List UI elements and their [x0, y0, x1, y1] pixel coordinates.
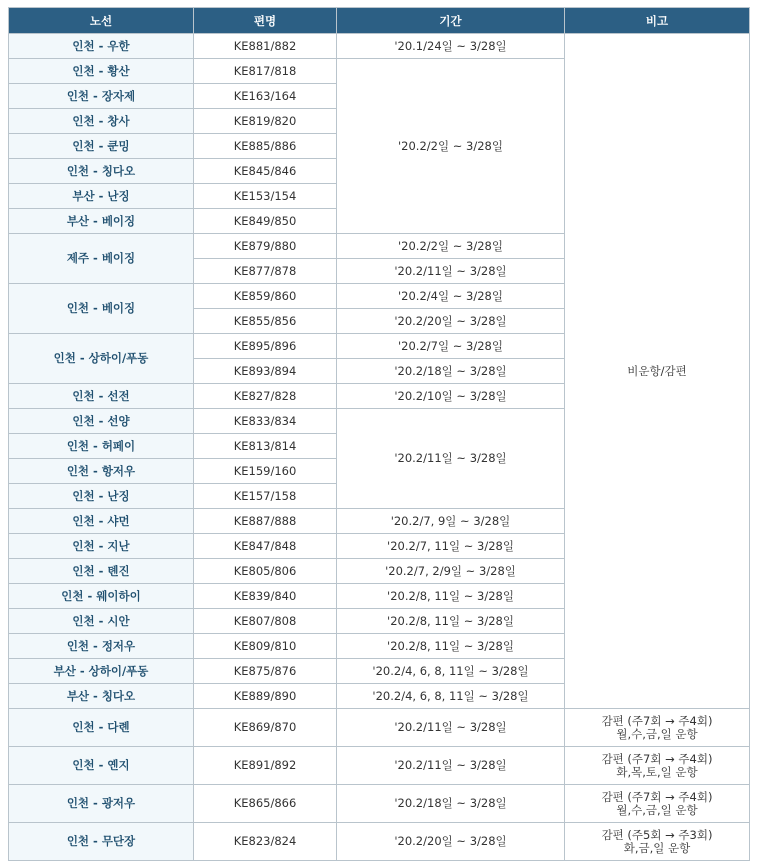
route-cell: 인천 - 쿤밍 — [9, 134, 194, 159]
period-cell: '20.2/4일 ~ 3/28일 — [337, 284, 565, 309]
period-cell: '20.2/4, 6, 8, 11일 ~ 3/28일 — [337, 684, 565, 709]
flight-cell: KE819/820 — [194, 109, 337, 134]
route-cell: 인천 - 장자제 — [9, 84, 194, 109]
header-period: 기간 — [337, 8, 565, 34]
table-row — [9, 747, 750, 785]
route-cell: 인천 - 정저우 — [9, 634, 194, 659]
flight-cell: KE865/866 — [194, 785, 337, 823]
remark-line: 화,목,토,일 운항 — [616, 764, 698, 779]
route-cell: 제주 - 베이징 — [9, 234, 194, 284]
flight-cell: KE813/814 — [194, 434, 337, 459]
period-cell: '20.2/7, 11일 ~ 3/28일 — [337, 534, 565, 559]
flight-cell: KE827/828 — [194, 384, 337, 409]
remark-cell — [565, 747, 750, 785]
flight-cell: KE889/890 — [194, 684, 337, 709]
remark-line: 월,수,금,일 운항 — [616, 726, 698, 741]
route-cell: 인천 - 허페이 — [9, 434, 194, 459]
route-cell: 인천 - 칭다오 — [9, 159, 194, 184]
flight-cell: KE885/886 — [194, 134, 337, 159]
period-cell: '20.2/8, 11일 ~ 3/28일 — [337, 634, 565, 659]
route-cell: 부산 - 칭다오 — [9, 684, 194, 709]
route-cell: 인천 - 시안 — [9, 609, 194, 634]
flight-cell: KE845/846 — [194, 159, 337, 184]
flight-cell: KE839/840 — [194, 584, 337, 609]
period-cell-merged: '20.2/2일 ~ 3/28일 — [337, 59, 565, 234]
period-cell: '20.2/20일 ~ 3/28일 — [337, 823, 565, 861]
header-row — [9, 8, 750, 34]
flight-cell: KE833/834 — [194, 409, 337, 434]
route-cell: 인천 - 베이징 — [9, 284, 194, 334]
remark-cell-suspended: 비운항/감편 — [565, 34, 750, 709]
route-cell: 인천 - 다롄 — [9, 709, 194, 747]
period-cell: '20.2/7, 9일 ~ 3/28일 — [337, 509, 565, 534]
table-row — [9, 709, 750, 747]
flight-cell: KE887/888 — [194, 509, 337, 534]
remark-line: 감편 (주7회 → 주4회) — [601, 751, 713, 766]
table-row — [9, 823, 750, 861]
period-cell: '20.2/20일 ~ 3/28일 — [337, 309, 565, 334]
route-cell: 부산 - 난징 — [9, 184, 194, 209]
period-cell: '20.2/18일 ~ 3/28일 — [337, 359, 565, 384]
flight-cell: KE809/810 — [194, 634, 337, 659]
flight-schedule-table — [8, 7, 750, 861]
route-cell: 인천 - 샤먼 — [9, 509, 194, 534]
route-cell: 인천 - 난징 — [9, 484, 194, 509]
flight-cell: KE847/848 — [194, 534, 337, 559]
table-row — [9, 785, 750, 823]
flight-cell: KE855/856 — [194, 309, 337, 334]
flight-cell: KE807/808 — [194, 609, 337, 634]
flight-cell: KE881/882 — [194, 34, 337, 59]
header-flight: 편명 — [194, 8, 337, 34]
remark-line: 감편 (주7회 → 주4회) — [601, 713, 713, 728]
period-cell: '20.2/7일 ~ 3/28일 — [337, 334, 565, 359]
period-cell: '20.2/11일 ~ 3/28일 — [337, 747, 565, 785]
route-cell: 인천 - 옌지 — [9, 747, 194, 785]
route-cell: 인천 - 지난 — [9, 534, 194, 559]
route-cell: 인천 - 항저우 — [9, 459, 194, 484]
remark-cell — [565, 785, 750, 823]
table-row — [9, 34, 750, 59]
route-cell: 인천 - 무단장 — [9, 823, 194, 861]
route-cell: 인천 - 광저우 — [9, 785, 194, 823]
period-cell: '20.2/10일 ~ 3/28일 — [337, 384, 565, 409]
flight-cell: KE895/896 — [194, 334, 337, 359]
flight-cell: KE859/860 — [194, 284, 337, 309]
remark-line: 감편 (주5회 → 주3회) — [601, 827, 713, 842]
period-cell: '20.2/8, 11일 ~ 3/28일 — [337, 609, 565, 634]
period-cell: '20.2/11일 ~ 3/28일 — [337, 709, 565, 747]
route-cell: 인천 - 선양 — [9, 409, 194, 434]
flight-cell: KE159/160 — [194, 459, 337, 484]
flight-cell: KE891/892 — [194, 747, 337, 785]
flight-cell: KE805/806 — [194, 559, 337, 584]
flight-cell: KE817/818 — [194, 59, 337, 84]
period-cell-merged: '20.2/11일 ~ 3/28일 — [337, 409, 565, 509]
remark-cell — [565, 823, 750, 861]
flight-cell: KE893/894 — [194, 359, 337, 384]
flight-cell: KE875/876 — [194, 659, 337, 684]
flight-cell: KE869/870 — [194, 709, 337, 747]
flight-cell: KE823/824 — [194, 823, 337, 861]
route-cell: 인천 - 황산 — [9, 59, 194, 84]
route-cell: 인천 - 웨이하이 — [9, 584, 194, 609]
period-cell: '20.1/24일 ~ 3/28일 — [337, 34, 565, 59]
period-cell: '20.2/11일 ~ 3/28일 — [337, 259, 565, 284]
route-cell: 인천 - 상하이/푸동 — [9, 334, 194, 384]
remark-cell — [565, 709, 750, 747]
flight-cell: KE877/878 — [194, 259, 337, 284]
remark-line: 감편 (주7회 → 주4회) — [601, 789, 713, 804]
flight-cell: KE153/154 — [194, 184, 337, 209]
period-cell: '20.2/4, 6, 8, 11일 ~ 3/28일 — [337, 659, 565, 684]
route-cell: 부산 - 상하이/푸동 — [9, 659, 194, 684]
period-cell: '20.2/8, 11일 ~ 3/28일 — [337, 584, 565, 609]
flight-cell: KE849/850 — [194, 209, 337, 234]
period-cell: '20.2/7, 2/9일 ~ 3/28일 — [337, 559, 565, 584]
header-remark: 비고 — [565, 8, 750, 34]
remark-line: 화,금,일 운항 — [623, 840, 691, 855]
flight-cell: KE163/164 — [194, 84, 337, 109]
flight-cell: KE157/158 — [194, 484, 337, 509]
period-cell: '20.2/2일 ~ 3/28일 — [337, 234, 565, 259]
remark-line: 월,수,금,일 운항 — [616, 802, 698, 817]
route-cell: 인천 - 창사 — [9, 109, 194, 134]
route-cell: 인천 - 우한 — [9, 34, 194, 59]
route-cell: 인천 - 톈진 — [9, 559, 194, 584]
flight-cell: KE879/880 — [194, 234, 337, 259]
header-route: 노선 — [9, 8, 194, 34]
period-cell: '20.2/18일 ~ 3/28일 — [337, 785, 565, 823]
route-cell: 인천 - 선전 — [9, 384, 194, 409]
route-cell: 부산 - 베이징 — [9, 209, 194, 234]
